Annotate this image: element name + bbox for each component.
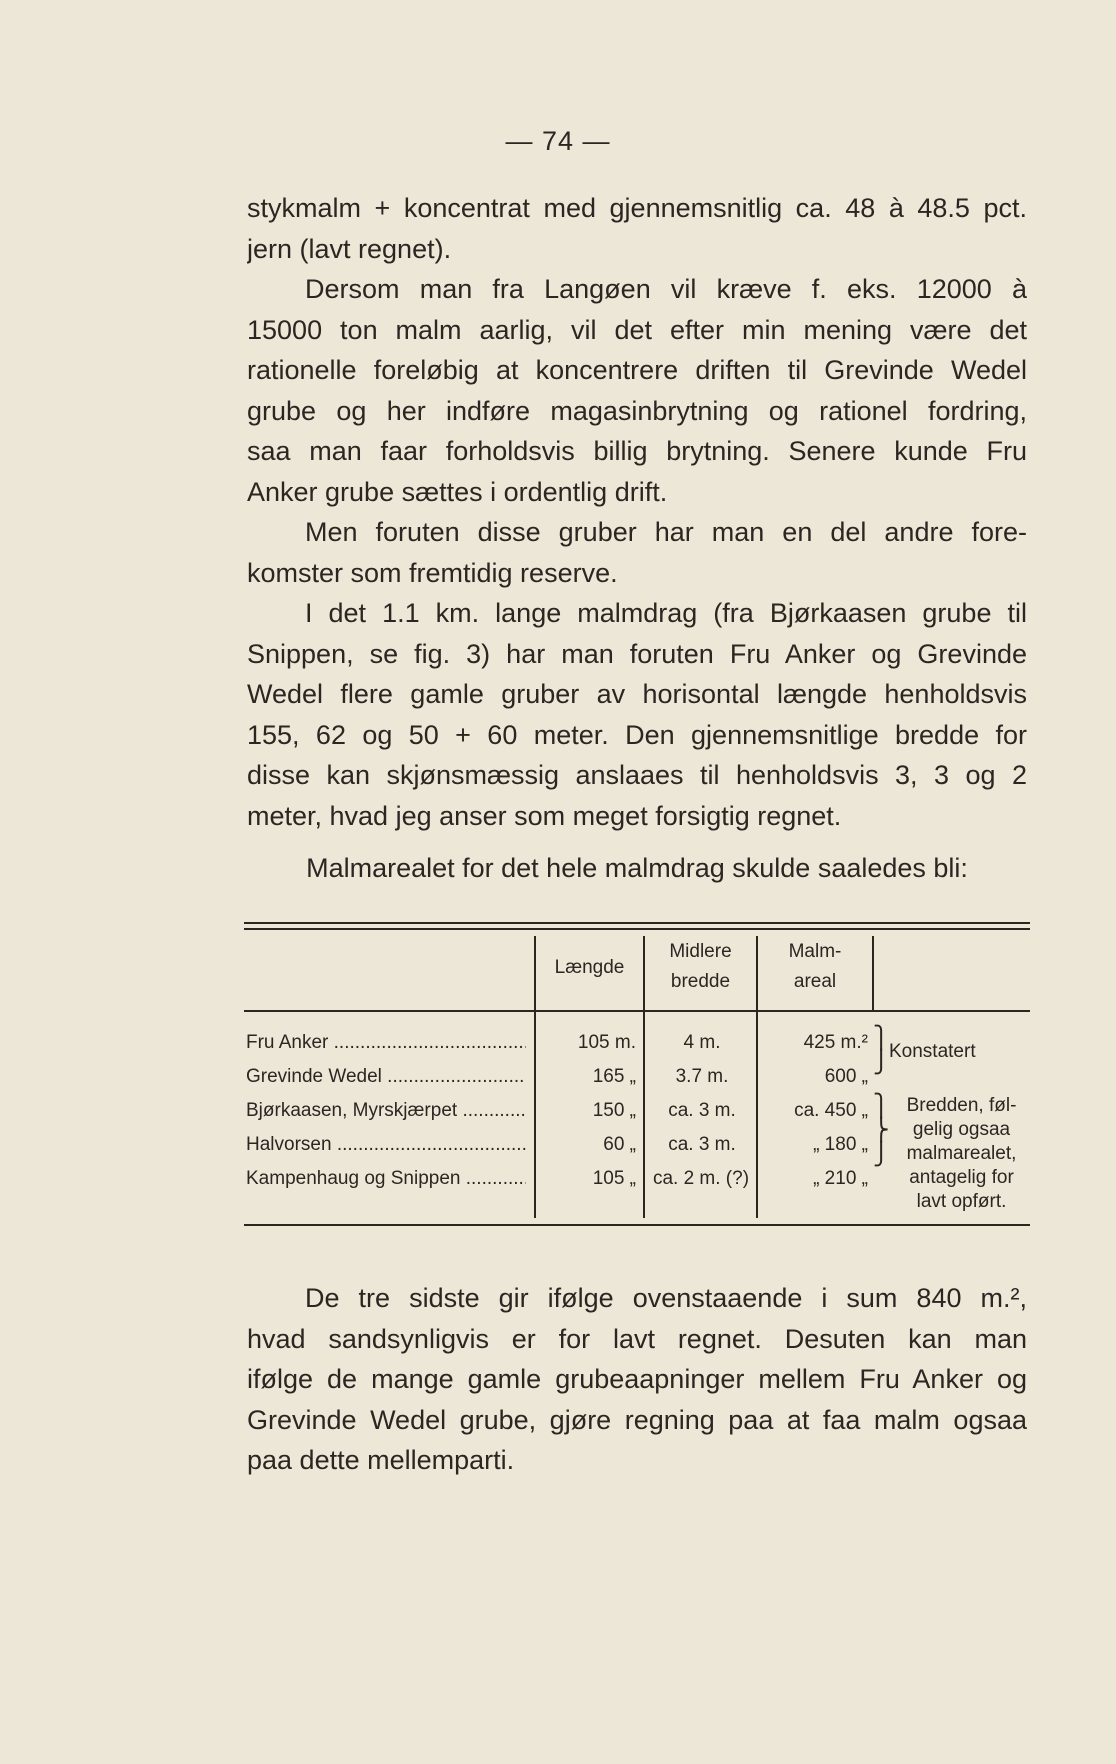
text-line: jern (lavt regnet). [247, 233, 452, 264]
note-line: gelig ogsaa [912, 1119, 1011, 1140]
body-text-top [247, 188, 1027, 889]
table-cell-laengde: 105 m. [577, 1032, 636, 1053]
note-line: antagelig for [909, 1167, 1014, 1188]
text-line: ifølge de mange gamle grubeaapninger mellem Fru Anker og [247, 1364, 1027, 1394]
text-line: Dersom man fra Langøen vil kræve f. eks. 12000 à [305, 274, 1027, 304]
note-konstatert: Konstatert [889, 1041, 976, 1062]
table-cell-bredde: ca. 3 m. [668, 1100, 736, 1121]
header-areal: areal [793, 971, 837, 992]
text-line: Anker grube sættes i ordentlig drift. [247, 476, 668, 507]
header-malm: Malm- [788, 941, 842, 962]
text-line: 155, 62 og 50 + 60 meter. Den gjennemsnitlige bredde for [247, 719, 1027, 750]
text-line: Snippen, se fig. 3) har man foruten Fru Anker og Grevinde [247, 638, 1027, 669]
table-row-name: Grevinde Wedel ..... [246, 1062, 526, 1092]
table-cell-bredde: 3.7 m. [675, 1066, 729, 1087]
table-cell-laengde: 165 „ [592, 1066, 636, 1087]
text-line: saa man faar forholdsvis billig brytning. Senere kunde Fru [247, 436, 1027, 466]
body-text-bottom [247, 1278, 1027, 1481]
table-cell-areal: „ 180 „ [813, 1134, 868, 1155]
header-bredde: bredde [670, 971, 731, 992]
table-cell-areal: 425 m.² [803, 1032, 868, 1053]
text-line: rationelle foreløbig at koncentrere driften til Grevinde Wedel [247, 355, 1027, 385]
table-cell-bredde: ca. 3 m. [668, 1134, 736, 1155]
table-row-name: Bjørkaasen, Myrskjærpet ..... [246, 1096, 526, 1126]
table-cell-areal: 600 „ [824, 1066, 868, 1087]
page-number: — 74 — [505, 126, 611, 156]
text-line: paa dette mellemparti. [247, 1445, 515, 1475]
text-line: 15000 ton malm aarlig, vil det efter min mening være det [247, 314, 1027, 345]
note-remark [889, 1094, 1034, 1214]
text-line: De tre sidste gir ifølge ovenstaaende i sum 840 m.², [305, 1283, 1027, 1313]
header-laengde: Længde [554, 957, 625, 978]
text-line: meter, hvad jeg anser som meget forsigtig regnet. [247, 800, 842, 831]
table-cell-areal: ca. 450 „ [794, 1100, 868, 1121]
note-line: lavt opført. [916, 1191, 1007, 1212]
table-cell-laengde: 105 „ [592, 1168, 636, 1189]
header-midlere: Midlere [669, 941, 732, 962]
table-cell-laengde: 150 „ [592, 1100, 636, 1121]
text-line: Wedel flere gamle gruber av horisontal længde henholdsvis [247, 679, 1027, 709]
table-cell-areal: „ 210 „ [813, 1168, 868, 1189]
text-line: stykmalm + koncentrat med gjennemsnitlig ca. 48 à 48.5 pct. [247, 193, 1027, 223]
table-cell-laengde: 60 „ [603, 1134, 636, 1155]
ore-area-table [244, 922, 1030, 1232]
text-line: hvad sandsynligvis er for lavt regnet. Desuten kan man [247, 1323, 1027, 1354]
brace-icon: ⎫ ⎬ ⎭ [873, 1093, 890, 1166]
text-line: Men foruten disse gruber har man en del andre fore- [305, 517, 1027, 547]
note-line: malmarealet, [906, 1143, 1017, 1164]
text-line: Grevinde Wedel grube, gjøre regning paa at faa malm ogsaa [247, 1404, 1027, 1435]
table-cell-bredde: ca. 2 m. (?) [652, 1168, 750, 1189]
text-line: komster som fremtidig reserve. [247, 557, 618, 588]
table-row-name: Kampenhaug og Snippen ..... [246, 1164, 526, 1194]
table-row-name: Halvorsen ..... [246, 1130, 526, 1160]
text-line: disse kan skjønsmæssig anslaaes til henholdsvis 3, 3 og 2 [247, 760, 1027, 790]
table-row-name: Fru Anker ..... [246, 1028, 526, 1058]
brace-icon: ⎫ ⎭ [873, 1025, 890, 1074]
text-line: Malmarealet for det hele malmdrag skulde saaledes bli: [306, 853, 968, 883]
table-cell-bredde: 4 m. [683, 1032, 721, 1053]
text-line: grube og her indføre magasinbrytning og rationel fordring, [247, 395, 1027, 426]
text-line: I det 1.1 km. lange malmdrag (fra Bjørkaasen grube til [305, 598, 1027, 628]
note-line: Bredden, føl- [906, 1095, 1017, 1116]
